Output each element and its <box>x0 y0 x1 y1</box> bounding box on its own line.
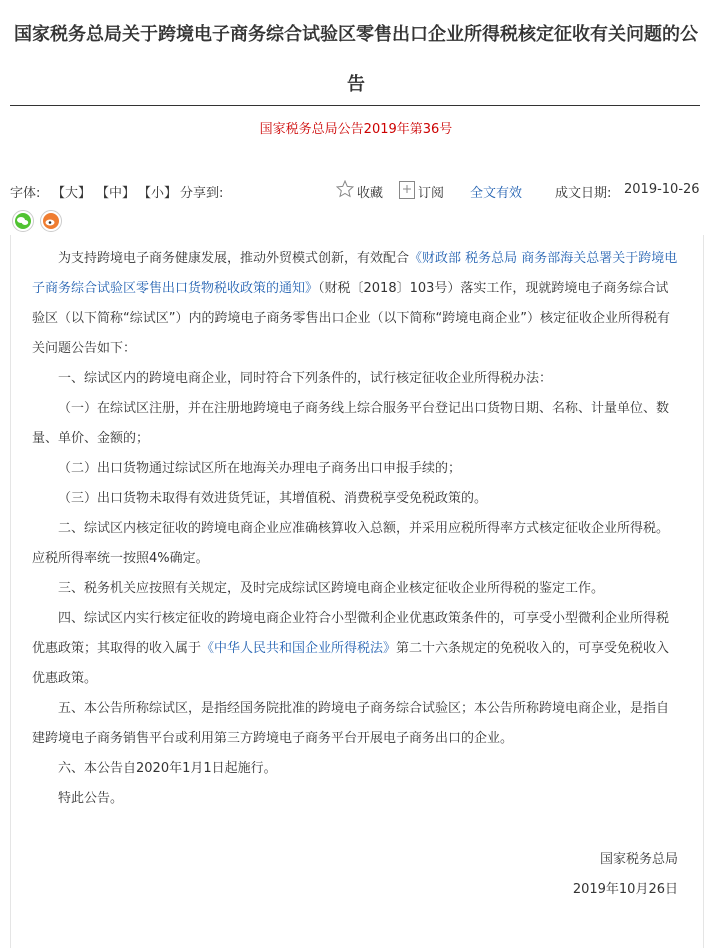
paragraph: 一、综试区内的跨境电商企业，同时符合下列条件的，试行核定征收企业所得税办法： <box>58 371 553 386</box>
paragraph-text: 为支持跨境电子商务健康发展，推动外贸模式创新，有效配合 <box>58 251 410 266</box>
paragraph-text: 第二十六条规定的免税收入的，可享受免税收入优惠政策。 <box>32 641 670 686</box>
subscribe-button[interactable]: 订阅 <box>418 186 445 201</box>
title-divider <box>10 105 700 106</box>
share-label: 分享到: <box>180 186 224 201</box>
signature-org: 国家税务总局 <box>599 852 678 867</box>
weibo-icon[interactable] <box>40 210 62 232</box>
paragraph: 二、综试区内核定征收的跨境电商企业应准确核算收入总额，并采用应税所得率方式核定征收企业所得税。应税所得率统一按照4%确定。 <box>32 521 670 566</box>
paragraph: 特此公告。 <box>58 791 124 806</box>
document-title: 国家税务总局关于跨境电子商务综合试验区零售出口企业所得税核定征收有关问题的公告 <box>14 24 698 95</box>
favorite-button[interactable]: 收藏 <box>357 186 384 201</box>
paragraph: 三、税务机关应按照有关规定，及时完成综试区跨境电商企业核定征收企业所得税的鉴定工作。 <box>58 581 605 596</box>
subscribe-icon[interactable] <box>398 180 416 204</box>
paragraph: （一）在综试区注册，并在注册地跨境电子商务线上综合服务平台登记出口货物日期、名称、计量单位、数量、单价、金额的； <box>32 401 670 446</box>
validity-status: 全文有效 <box>470 186 523 201</box>
paragraph: 五、本公告所称综试区，是指经国务院批准的跨境电子商务综合试验区；本公告所称跨境电商企业，是指自建跨境电子商务销售平台或利用第三方跨境电子商务平台开展电子商务出口的企业。 <box>32 701 670 746</box>
date-value: 2019-10-26 <box>624 182 700 197</box>
paragraph <box>32 244 680 364</box>
paragraph-text: （财税〔2018〕103号）落实工作，现就跨境电子商务综合试验区（以下简称“综试区”）内的跨境电子商务零售出口企业（以下简称“跨境电商企业”）核定征收企业所得税有关问题公告如下： <box>32 281 670 356</box>
paragraph: （二）出口货物通过综试区所在地海关办理电子商务出口申报手续的； <box>58 461 462 476</box>
paragraph-text: 四、综试区内实行核定征收的跨境电商企业符合小型微利企业优惠政策条件的，可享受小型微利企业所得税优惠政策；其取得的收入属于 <box>32 611 670 656</box>
font-small-button[interactable]: 【小】 <box>138 186 178 201</box>
font-size-label: 字体: <box>10 186 41 201</box>
wechat-icon[interactable] <box>12 210 34 232</box>
paragraph: （三）出口货物未取得有效进货凭证，其增值税、消费税享受免税政策的。 <box>58 491 488 506</box>
date-label: 成文日期: <box>555 186 612 201</box>
document-body <box>32 244 680 814</box>
signature-date: 2019年10月26日 <box>572 882 678 897</box>
policy-link[interactable]: 《财政部 税务总局 商务部海关总署关于跨境电子商务综合试验区零售出口货物税收政策的通知》 <box>32 251 678 296</box>
law-link[interactable]: 《中华人民共和国企业所得税法》 <box>201 641 397 656</box>
paragraph: 六、本公告自2020年1月1日起施行。 <box>58 761 277 776</box>
paragraph <box>32 604 680 694</box>
font-medium-button[interactable]: 【中】 <box>96 186 136 201</box>
document-number: 国家税务总局公告2019年第36号 <box>259 122 453 137</box>
font-large-button[interactable]: 【大】 <box>52 186 92 201</box>
document-toolbar <box>10 180 702 202</box>
star-icon[interactable] <box>336 180 354 202</box>
